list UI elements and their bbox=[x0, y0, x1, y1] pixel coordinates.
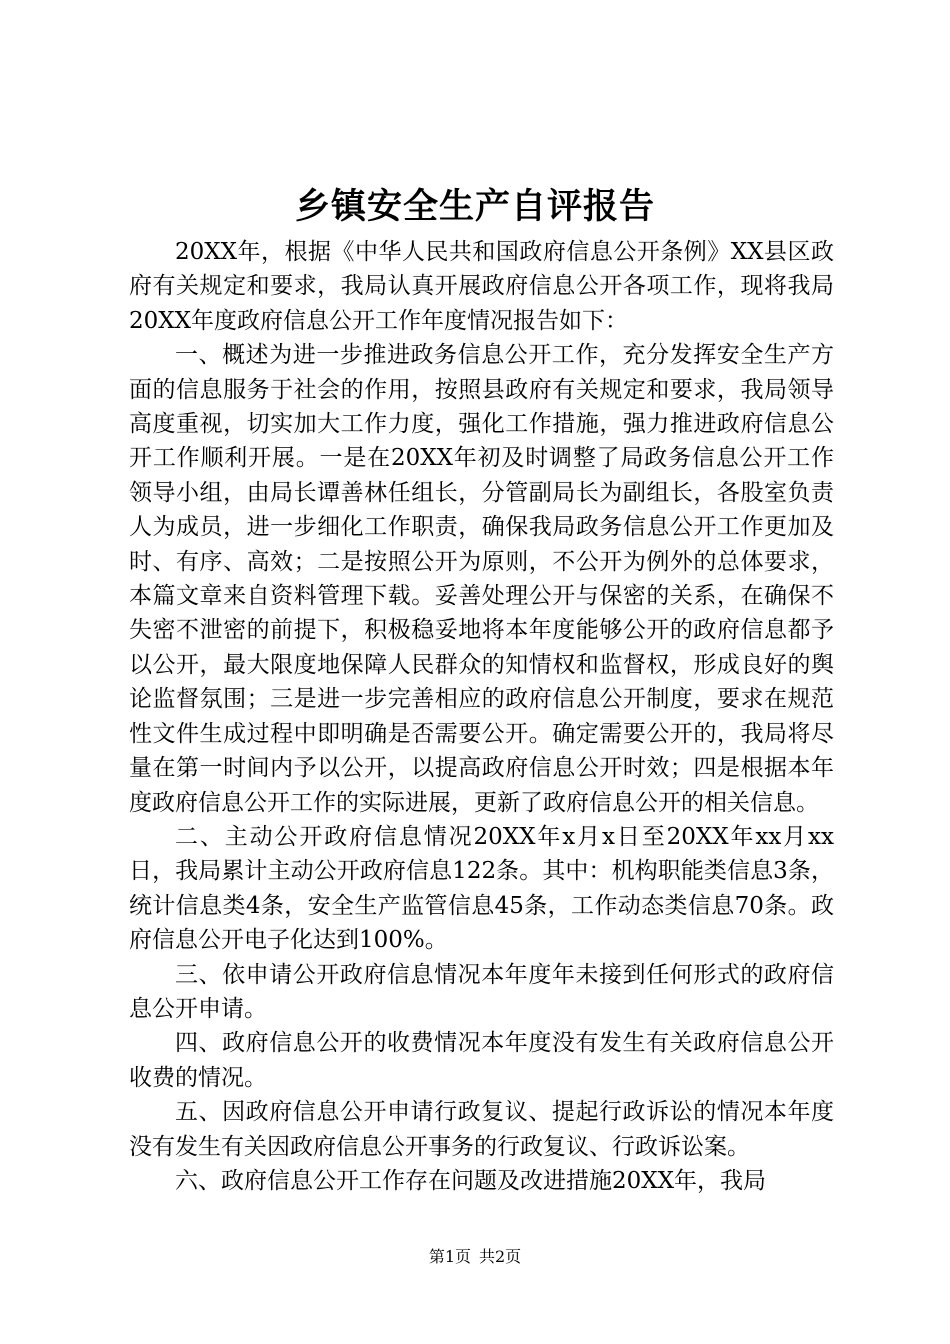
paragraph-reconsideration: 五、因政府信息公开申请行政复议、提起行政诉讼的情况本年度没有发生有关因政府信息公开事务的行政复议、行政诉讼案。 bbox=[129, 1099, 834, 1160]
paragraph-intro: 20XX年，根据《中华人民共和国政府信息公开条例》XX县区政府有关规定和要求，我局认真开展政府信息公开各项工作，现将我局20XX年度政府信息公开工作年度情况报告如下： bbox=[129, 239, 834, 334]
paragraph-request-disclosure: 三、依申请公开政府信息情况本年度年未接到任何形式的政府信息公开申请。 bbox=[129, 961, 834, 1022]
paragraph-problems: 六、政府信息公开工作存在问题及改进措施20XX年，我局 bbox=[175, 1167, 767, 1194]
page-footer bbox=[0, 1246, 950, 1268]
paragraph-fees: 四、政府信息公开的收费情况本年度没有发生有关政府信息公开收费的情况。 bbox=[129, 1030, 834, 1091]
paragraph-overview: 一、概述为进一步推进政务信息公开工作，充分发挥安全生产方面的信息服务于社会的作用，按照县政府有关规定和要求，我局领导高度重视，切实加大工作力度，强化工作措施，强力推进政府信息公开工作顺利开展。一是在20XX年初及时调整了局政务信息公开工作领导小组，由局长谭善林任组长，分管副局长为副组长，各股室负责人为成员，进一步细化工作职责，确保我局政务信息公开工作更加及时、有序、高效；二是按照公开为原则，不公开为例外的总体要求，本篇文章来自资料管理下载。妥善处理公开与保密的关系，在确保不失密不泄密的前提下，积极稳妥地将本年度能够公开的政府信息都予以公开，最大限度地保障人民群众的知情权和监督权，形成良好的舆论监督氛围；三是进一步完善相应的政府信息公开制度，要求在规范性文件生成过程中即明确是否需要公开。确定需要公开的，我局将尽量在第一时间内予以公开，以提高政府信息公开时效；四是根据本年度政府信息公开工作的实际进展，更新了政府信息公开的相关信息。 bbox=[129, 342, 834, 816]
document-title: 乡镇安全生产自评报告 bbox=[294, 186, 655, 227]
document-body bbox=[129, 235, 834, 1198]
page-number-current: 第1页 bbox=[428, 1247, 471, 1266]
page-number-total: 共2页 bbox=[479, 1247, 522, 1266]
paragraph-active-disclosure: 二、主动公开政府信息情况20XX年x月x日至20XX年xx月xx日，我局累计主动公开政府信息122条。其中：机构职能类信息3条，统计信息类4条，安全生产监管信息45条，工作动态类信息70条。政府信息公开电子化达到100%。 bbox=[129, 823, 834, 954]
